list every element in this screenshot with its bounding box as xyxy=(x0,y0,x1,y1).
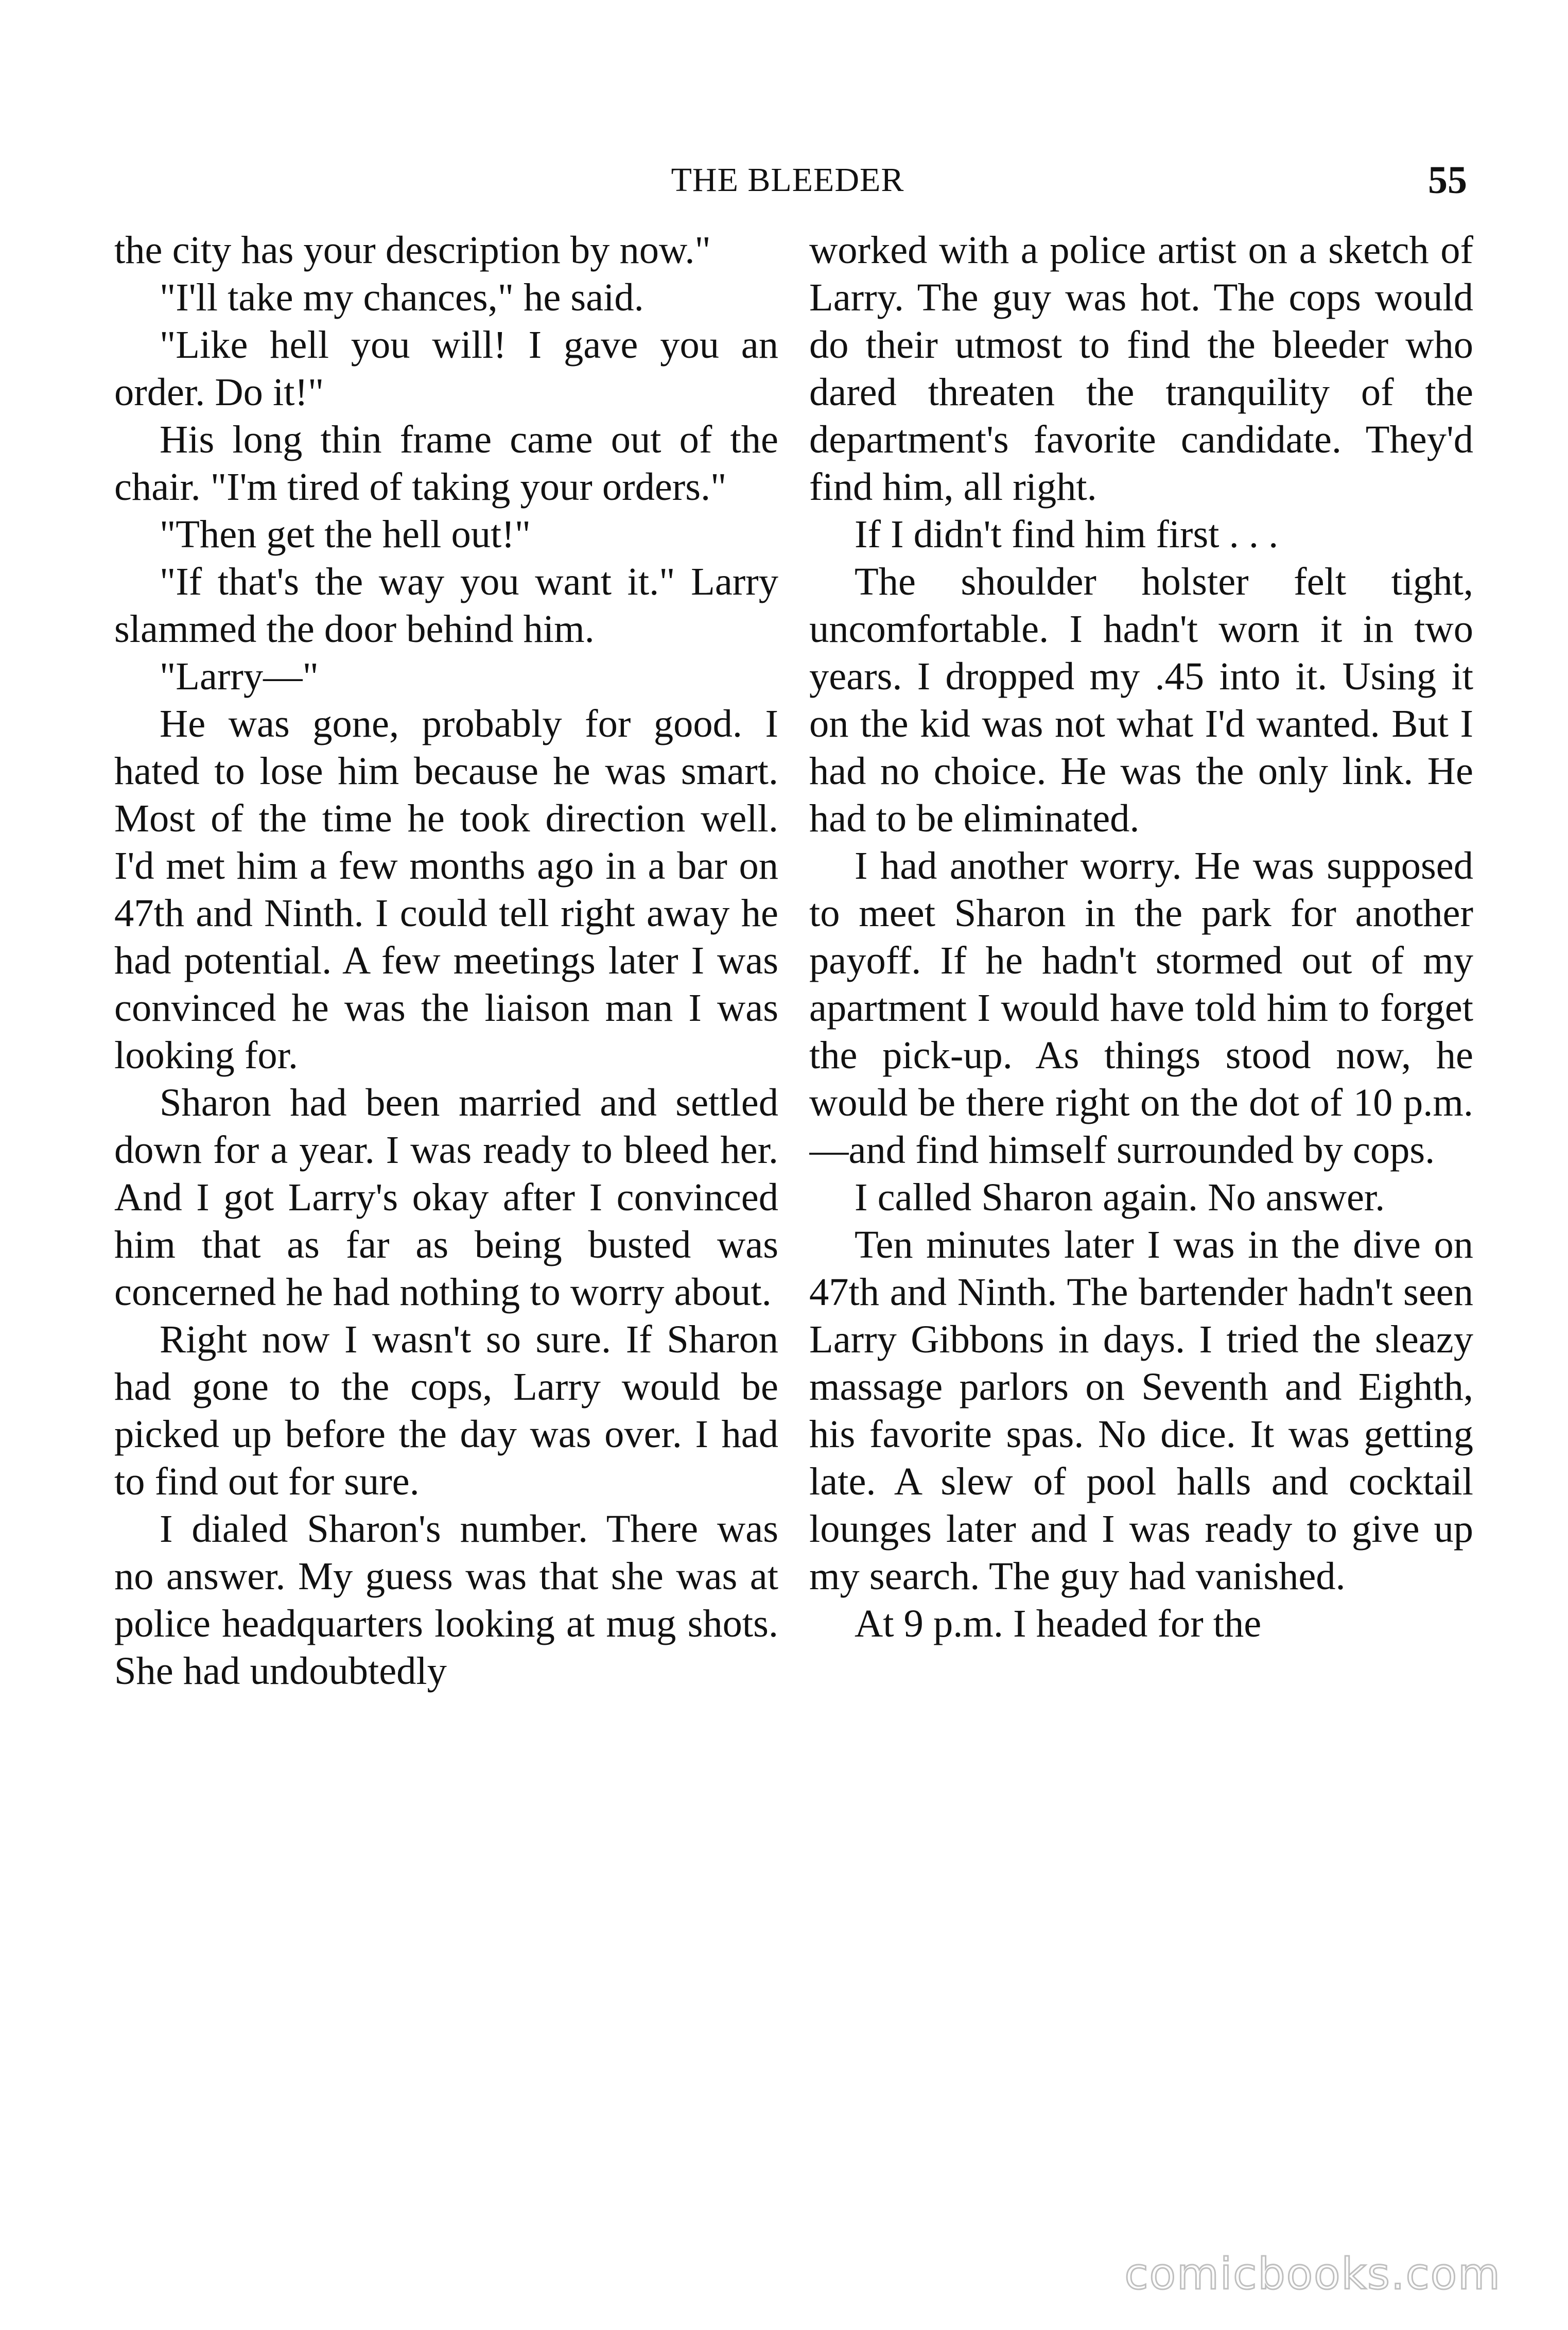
paragraph: "If that's the way you want it." Larry slammed the door behind him. xyxy=(114,560,778,651)
paragraph: worked with a police artist on a sketch of Larry. The guy was hot. The cops would do their utmost to find the bleeder who dared threaten the tranquility of the department's favorite candidate. They'd find him, all right. xyxy=(809,228,1473,509)
right-column xyxy=(809,227,1473,2198)
paragraph: If I didn't find him first . . . xyxy=(855,512,1279,556)
paragraph: "Like hell you will! I gave you an order. Do it!" xyxy=(114,323,778,414)
paragraph: "Then get the hell out!" xyxy=(160,512,531,556)
paragraph: "Larry—" xyxy=(160,654,319,698)
paragraph: I dialed Sharon's number. There was no answer. My guess was that she was at police headquarters looking at mug shots. She had undoubtedly xyxy=(114,1507,778,1693)
paragraph: I had another worry. He was supposed to meet Sharon in the park for another payoff. If he hadn't stormed out of my apartment I would have told him to forget the pick-up. As things stood now, he would be there right on the dot of 10 p.m.—and find himself surrounded by cops. xyxy=(809,844,1473,1172)
paragraph: I called Sharon again. No answer. xyxy=(855,1175,1385,1219)
paragraph: He was gone, probably for good. I hated to lose him because he was smart. Most of the time he took direction well. I'd met him a few months ago in a bar on 47th and Ninth. I could tell right away he had potential. A few meetings later I was convinced he was the liaison man I was looking for. xyxy=(114,702,778,1077)
paragraph: His long thin frame came out of the chair. "I'm tired of taking your orders." xyxy=(114,418,778,509)
running-head xyxy=(108,154,1467,206)
watermark-logo: comicbooks.com xyxy=(1124,2249,1501,2299)
running-title: THE BLEEDER xyxy=(671,161,904,199)
paragraph: the city has your description by now." xyxy=(114,228,711,272)
page-number: 55 xyxy=(1428,159,1467,202)
left-column xyxy=(114,227,778,2198)
paragraph: At 9 p.m. I headed for the xyxy=(855,1602,1262,1645)
paragraph: "I'll take my chances," he said. xyxy=(160,275,644,319)
paragraph: Ten minutes later I was in the dive on 47th and Ninth. The bartender hadn't seen Larry Gibbons in days. I tried the sleazy massage parlors on Seventh and Eighth, his favorite spas. No dice. It was getting late. A slew of pool halls and cocktail lounges later and I was ready to give up my search. The guy had vanished. xyxy=(809,1223,1473,1598)
paragraph: Sharon had been married and settled down for a year. I was ready to bleed her. And I got Larry's okay after I convinced him that as far as being busted was concerned he had nothing to worry about. xyxy=(114,1081,778,1314)
paragraph: The shoulder holster felt tight, uncomfortable. I hadn't worn it in two years. I dropped my .45 into it. Using it on the kid was not what I'd wanted. But I had no choice. He was the only link. He had to be eliminated. xyxy=(809,560,1473,840)
paragraph: Right now I wasn't so sure. If Sharon had gone to the cops, Larry would be picked up before the day was over. I had to find out for sure. xyxy=(114,1317,778,1503)
